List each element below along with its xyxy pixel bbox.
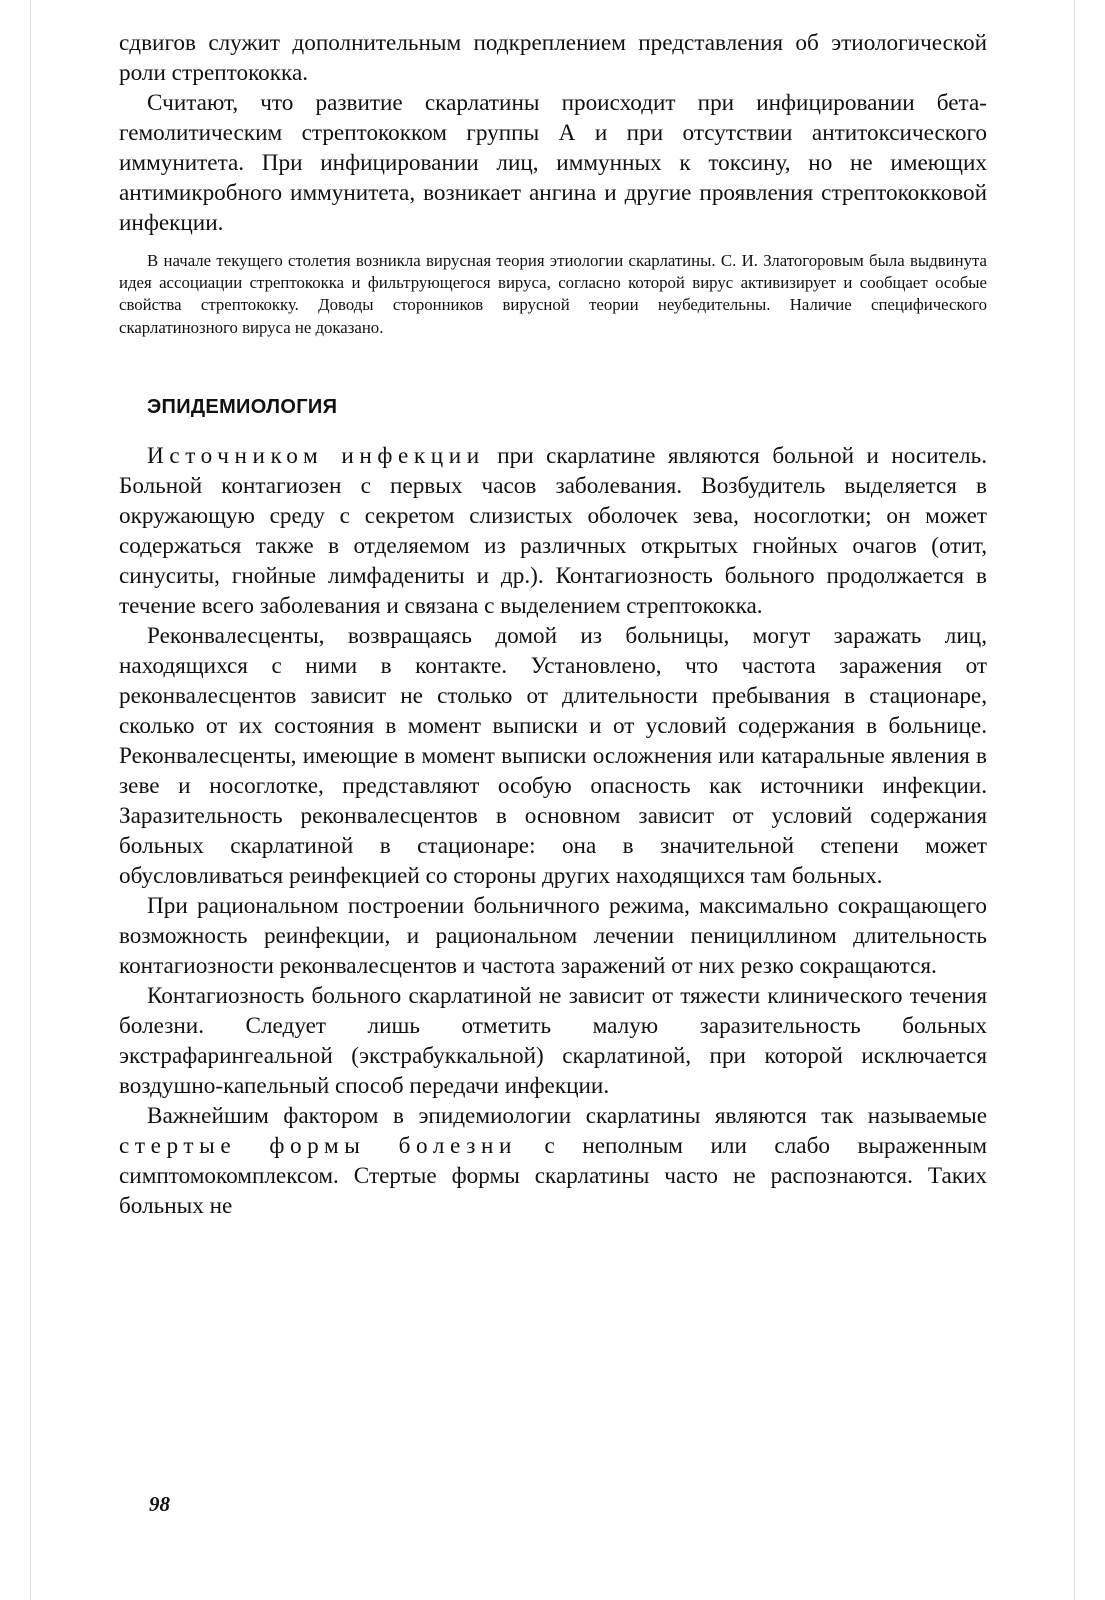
paragraph-text: Важнейшим фактором в эпидемиологии скарлатины являются так называемые [147, 1102, 987, 1129]
page-content [119, 28, 987, 1221]
paragraph-etiology: Считают, что развитие скарлатины происходит при инфицировании бета-гемолитическим стрептококком группы А и при отсутствии антитоксического иммунитета. При инфицировании лиц, иммунных к токсину, но не имеющих антимикробного иммунитета, возникает ангина и другие проявления стрептококковой инфекции. [119, 90, 987, 236]
paragraph-text: с неполным или слабо выраженным симптомокомплексом. Стертые формы скарлатины часто не распознаются. Таких больных не [119, 1132, 987, 1219]
paragraph-convalescents: Реконвалесценты, возвращаясь домой из больницы, могут заражать лиц, находящихся с ними в контакте. Установлено, что частота заражения от реконвалесцентов зависит не столько от длительности пребывания в стационаре, сколько от их состояния в момент выписки и от условий содержания в больнице. Реконвалесценты, имеющие в момент выписки осложнения или катаральные явления в зеве и носоглотке, представляют особую опасность как источники инфекции. Заразительность реконвалесцентов в основном зависит от условий содержания больных скарлатиной в стационаре: она в значительной степени может обусловливаться реинфекцией со стороны других находящихся там больных. [119, 622, 987, 889]
paragraph-continuation: сдвигов служит дополнительным подкреплением представления об этиологической роли стрептококка. [119, 30, 987, 86]
book-page [30, 0, 1075, 1600]
paragraph-source-of-infection [119, 441, 987, 621]
paragraph-mild-forms [119, 1101, 987, 1221]
page-number: 98 [149, 1492, 170, 1516]
spaced-emphasis: стертые формы болезни [119, 1132, 517, 1159]
paragraph-hospital-regime: При рациональном построении больничного режима, максимально сокращающего возможность реинфекции, и рациональном лечении пенициллином длительность контагиозности реконвалесцентов и частота заражений от них резко сокращаются. [119, 892, 987, 979]
paragraph-contagiousness: Контагиозность больного скарлатиной не зависит от тяжести клинического течения болезни. Следует лишь отметить малую заразительность больных экстрафарингеальной (экстрабуккальной) скарлатиной, при которой исключается воздушно-капельный способ передачи инфекции. [119, 982, 987, 1099]
small-print-note: В начале текущего столетия возникла вирусная теория этиологии скарлатины. С. И. Златогоровым была выдвинута идея ассоциации стрептококка и фильтрующегося вируса, согласно которой вирус активизирует и сообщает особые свойства стрептококку. Доводы сторонников вирусной теории неубедительны. Наличие специфического скарлатинозного вируса не доказано. [119, 251, 987, 337]
paragraph-text: при скарлатине являются больной и носитель. Больной контагиозен с первых часов заболевания. Возбудитель выделяется в окружающую среду с секретом слизистых оболочек зева, носоглотки; он может содержаться также в отделяемом из различных открытых гнойных очагов (отит, синуситы, гнойные лимфадениты и др.). Контагиозность больного продолжается в течение всего заболевания и связана с выделением стрептококка. [119, 442, 987, 619]
section-heading: ЭПИДЕМИОЛОГИЯ [147, 395, 338, 418]
spaced-emphasis: Источником инфекции [147, 442, 485, 469]
